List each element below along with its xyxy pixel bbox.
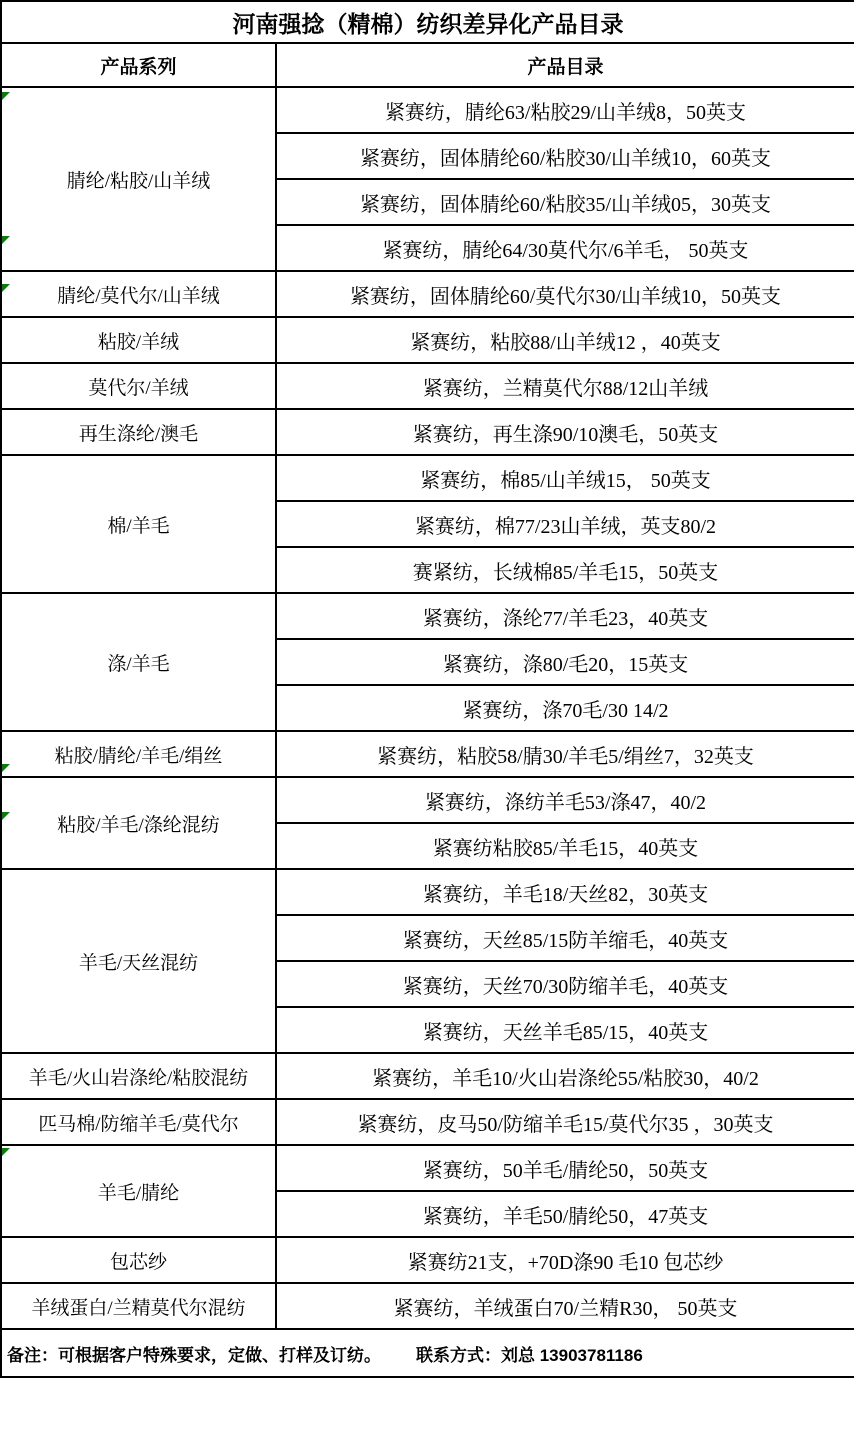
table-row — [1, 87, 854, 133]
table-row — [1, 1283, 854, 1329]
footer-note: 备注：可根据客户特殊要求，定做、打样及订纺。 — [7, 1345, 381, 1365]
table-row — [1, 1053, 854, 1099]
product-cell: 紧赛纺，兰精莫代尔88/12山羊绒 — [276, 363, 854, 409]
product-cell: 紧赛纺，粘胶58/腈30/羊毛5/绢丝7，32英支 — [276, 731, 854, 777]
product-cell: 紧赛纺，羊毛10/火山岩涤纶55/粘胶30，40/2 — [276, 1053, 854, 1099]
series-cell: 粘胶/羊绒 — [1, 317, 276, 363]
cell-error-indicator-icon — [2, 764, 10, 772]
product-cell: 紧赛纺，腈纶63/粘胶29/山羊绒8，50英支 — [276, 87, 854, 133]
series-cell: 腈纶/莫代尔/山羊绒 — [1, 271, 276, 317]
product-cell: 紧赛纺，固体腈纶60/粘胶30/山羊绒10，60英支 — [276, 133, 854, 179]
cell-error-indicator-icon — [2, 812, 10, 820]
table-row — [1, 593, 854, 639]
product-cell: 紧赛纺，再生涤90/10澳毛，50英支 — [276, 409, 854, 455]
footer-contact: 联系方式：刘总 13903781186 — [416, 1345, 643, 1365]
cell-error-indicator-icon — [2, 1148, 10, 1156]
table-row — [1, 317, 854, 363]
series-cell: 匹马棉/防缩羊毛/莫代尔 — [1, 1099, 276, 1145]
column-header-series: 产品系列 — [1, 43, 276, 87]
cell-error-indicator-icon — [2, 284, 10, 292]
page-title: 河南强捻（精棉）纺织差异化产品目录 — [1, 1, 854, 43]
product-cell: 紧赛纺，涤纶77/羊毛23，40英支 — [276, 593, 854, 639]
product-cell: 紧赛纺21支，+70D涤90 毛10 包芯纱 — [276, 1237, 854, 1283]
product-cell: 赛紧纺，长绒棉85/羊毛15，50英支 — [276, 547, 854, 593]
product-cell: 紧赛纺，涤纺羊毛53/涤47，40/2 — [276, 777, 854, 823]
table-row — [1, 777, 854, 823]
table-row — [1, 363, 854, 409]
product-cell: 紧赛纺，皮马50/防缩羊毛15/莫代尔35 ，30英支 — [276, 1099, 854, 1145]
footer-row — [1, 1329, 854, 1377]
product-cell: 紧赛纺，天丝羊毛85/15，40英支 — [276, 1007, 854, 1053]
cell-error-indicator-icon — [2, 236, 10, 244]
product-cell: 紧赛纺，羊绒蛋白70/兰精R30， 50英支 — [276, 1283, 854, 1329]
series-cell: 羊毛/腈纶 — [1, 1145, 276, 1237]
header-row — [1, 43, 854, 87]
series-cell: 涤/羊毛 — [1, 593, 276, 731]
product-cell: 紧赛纺，涤70毛/30 14/2 — [276, 685, 854, 731]
series-cell: 羊毛/火山岩涤纶/粘胶混纺 — [1, 1053, 276, 1099]
product-cell: 紧赛纺，天丝85/15防羊缩毛，40英支 — [276, 915, 854, 961]
table-row — [1, 271, 854, 317]
series-cell: 羊毛/天丝混纺 — [1, 869, 276, 1053]
table-row — [1, 409, 854, 455]
product-cell: 紧赛纺，羊毛18/天丝82，30英支 — [276, 869, 854, 915]
column-header-catalog: 产品目录 — [276, 43, 854, 87]
product-cell: 紧赛纺，羊毛50/腈纶50，47英支 — [276, 1191, 854, 1237]
product-cell: 紧赛纺，涤80/毛20，15英支 — [276, 639, 854, 685]
series-cell: 莫代尔/羊绒 — [1, 363, 276, 409]
series-cell: 粘胶/腈纶/羊毛/绢丝 — [1, 731, 276, 777]
product-cell: 紧赛纺，棉85/山羊绒15， 50英支 — [276, 455, 854, 501]
product-cell: 紧赛纺，固体腈纶60/粘胶35/山羊绒05，30英支 — [276, 179, 854, 225]
product-cell: 紧赛纺，棉77/23山羊绒，英支80/2 — [276, 501, 854, 547]
table-row — [1, 1237, 854, 1283]
title-row — [1, 1, 854, 43]
cell-error-indicator-icon — [2, 92, 10, 100]
product-cell: 紧赛纺，腈纶64/30莫代尔/6羊毛， 50英支 — [276, 225, 854, 271]
product-cell: 紧赛纺，50羊毛/腈纶50，50英支 — [276, 1145, 854, 1191]
product-cell: 紧赛纺，固体腈纶60/莫代尔30/山羊绒10，50英支 — [276, 271, 854, 317]
table-row — [1, 731, 854, 777]
table-row — [1, 1099, 854, 1145]
series-cell: 再生涤纶/澳毛 — [1, 409, 276, 455]
series-cell: 包芯纱 — [1, 1237, 276, 1283]
series-cell: 羊绒蛋白/兰精莫代尔混纺 — [1, 1283, 276, 1329]
series-cell: 粘胶/羊毛/涤纶混纺 — [1, 777, 276, 869]
product-cell: 紧赛纺，天丝70/30防缩羊毛，40英支 — [276, 961, 854, 1007]
table-row — [1, 1145, 854, 1191]
table-row — [1, 869, 854, 915]
series-cell: 棉/羊毛 — [1, 455, 276, 593]
product-cell: 紧赛纺，粘胶88/山羊绒12 ，40英支 — [276, 317, 854, 363]
footer-note-cell — [1, 1329, 854, 1377]
product-cell: 紧赛纺粘胶85/羊毛15，40英支 — [276, 823, 854, 869]
series-cell: 腈纶/粘胶/山羊绒 — [1, 87, 276, 271]
table-row — [1, 455, 854, 501]
